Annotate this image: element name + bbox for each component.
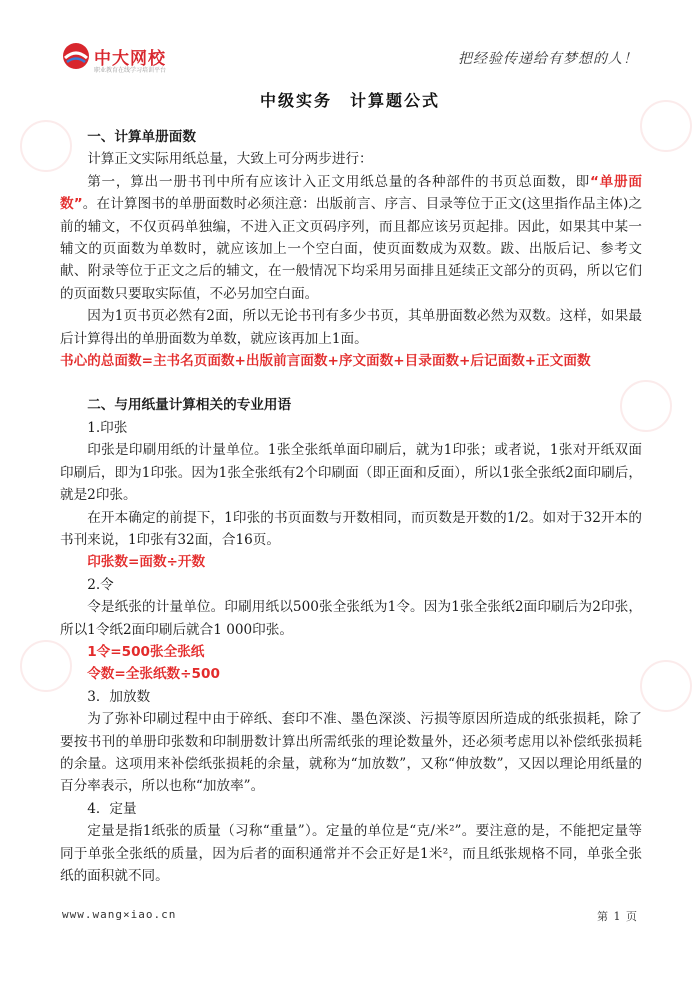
watermark-logo (640, 660, 692, 712)
highlight-term: “单册面数” (60, 173, 642, 213)
formula: 令数=全张纸数÷500 (87, 666, 220, 683)
spacer (60, 372, 642, 394)
subsection-title: 1.印张 (87, 419, 128, 436)
section-heading: 一、计算单册面数 (87, 129, 196, 145)
header-slogan: 把经验传递给有梦想的人！ (458, 51, 638, 67)
paragraph: 因为1页书页必然有2面，所以无论书刊有多少书页，其单册面数必然为双数。这样，如果最后计算得出的单册面数为单数，就应该再加上1面。 (60, 308, 642, 347)
paragraph: 印张是印刷用纸的计量单位。1张全张纸单面印刷后，就为1印张；或者说，1张对开纸双面印刷后，即为1印张。因为1张全张纸有2个印刷面（即正面和反面），所以1张全张纸2面印刷后，就是2印张。 (60, 442, 642, 504)
document-body (60, 126, 642, 887)
subsection-title: 3．加放数 (87, 688, 151, 705)
paragraph: 在开本确定的前提下，1印张的书页面数与开数相同，而页数是开数的1/2。如对于32开本的书刊来说，1印张有32面，合16页。 (60, 509, 642, 548)
paragraph: 为了弥补印刷过程中由于碎纸、套印不准、墨色深淡、污损等原因所造成的纸张损耗，除了要按书刊的单册印张数和印制册数计算出所需纸张的理论数量外，还必须考虑用以补偿纸张损耗的余量。这项用来补偿纸张损耗的余量，就称为“加放数”，又称“伸放数”，又因以理论用纸量的百分率表示，所以也称“加放率”。 (60, 711, 642, 795)
logo-mark-icon (62, 42, 90, 70)
logo-text: 中大网校 (94, 49, 166, 69)
footer-url: www.wang×iao.cn (62, 908, 177, 921)
page-header (0, 0, 700, 80)
page-number: 第 1 页 (597, 910, 638, 923)
text-run: 。在计算图书的单册面数时必须注意：出版前言、序言、目录等位于正文(这里指作品主体)之前的辅文，不仅页码单独编，不进入正文页码序列，而且都应该另页起排。因此，如果其中某一辅文的页面数为单数时，就应该加上一个空白面，使页面数成为双数。跋、出版后记、参考文献、附录等位于正文之后的辅文，在一般情况下均采用另面排且延续正文部分的页码，所以它们的页面数只要取实际值，不必另加空白面。 (60, 196, 643, 302)
formula: 印张数=面数÷开数 (87, 554, 206, 571)
paragraph: 计算正文实际用纸总量，大致上可分两步进行： (87, 151, 373, 168)
section-heading: 二、与用纸量计算相关的专业用语 (87, 397, 292, 414)
formula: 1令=500张全张纸 (87, 643, 205, 660)
paragraph: 令是纸张的计量单位。印刷用纸以500张全张纸为1令。因为1张全张纸2面印刷后为2印张，所以1令纸2面印刷后就合1 000印张。 (60, 599, 642, 638)
text-run: 第一，算出一册书刊中所有应该计入正文用纸总量的各种部件的书页总面数，即 (87, 173, 590, 190)
paragraph: 定量是指1纸张的质量（习称“重量”）。定量的单位是“克/米²”。要注意的是，不能把定量等同于单张全张纸的质量，因为后者的面积通常并不会正好是1米²，而且纸张规格不同，单张全张纸的面积就不同。 (60, 823, 642, 884)
paragraph (60, 171, 642, 305)
subsection-title: 2.令 (87, 576, 114, 593)
brand-logo (62, 42, 192, 78)
formula: 书心的总面数=主书名页面数+出版前言面数+序文面数+目录面数+后记面数+正文面数 (60, 353, 591, 370)
logo-subtitle: 职业教育在线学习培训平台 (94, 67, 167, 74)
page-title: 中级实务 计算题公式 (259, 91, 440, 110)
subsection-title: 4．定量 (87, 800, 137, 817)
